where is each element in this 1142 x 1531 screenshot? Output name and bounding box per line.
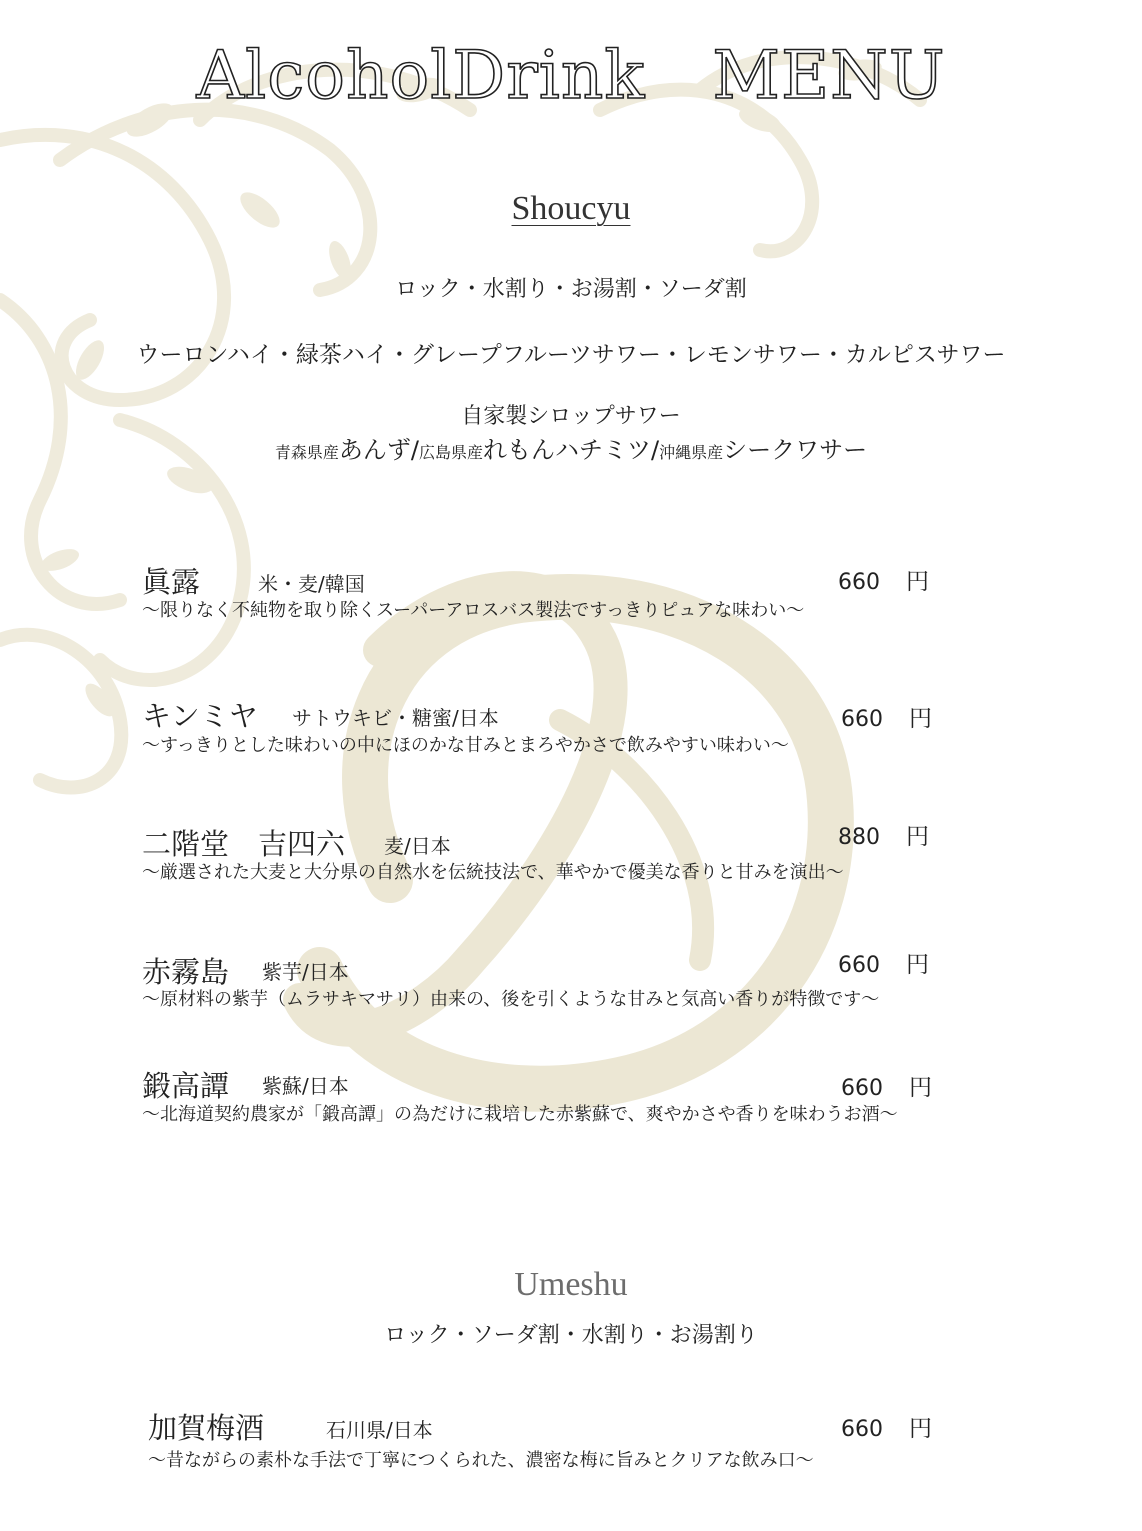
item-description: ～昔ながらの素朴な手法で丁寧につくられた、濃密な梅に旨みとクリアな飲み口～ bbox=[148, 1450, 814, 1471]
syrup-sour-title: 自家製シロップサワー bbox=[461, 404, 681, 429]
item-name: 赤霧島 bbox=[142, 955, 230, 989]
item-name: 加賀梅酒 bbox=[148, 1411, 265, 1445]
item-name: 二階堂 吉四六 bbox=[142, 827, 346, 861]
item-name: 眞露 bbox=[142, 565, 201, 599]
item-price: 660 円 bbox=[841, 1075, 932, 1101]
item-origin: 麦/日本 bbox=[384, 834, 451, 858]
shoucyu-mixers: ウーロンハイ・緑茶ハイ・グレープフルーツサワー・レモンサワー・カルピスサワー bbox=[136, 342, 1006, 368]
item-price: 660 円 bbox=[838, 569, 929, 595]
section-heading-shoucyu: Shoucyu bbox=[511, 190, 631, 227]
shoucyu-serving-styles: ロック・水割り・お湯割・ソーダ割 bbox=[395, 277, 747, 302]
item-price: 660 円 bbox=[841, 1416, 932, 1442]
item-price: 660 円 bbox=[841, 706, 932, 732]
item-description: ～北海道契約農家が「鍛高譚」の為だけに栽培した赤紫蘇で、爽やかさや香りを味わうお酒～ bbox=[142, 1104, 898, 1125]
item-description: ～原材料の紫芋（ムラサキマサリ）由来の、後を引くような甘みと気高い香りが特徴です～ bbox=[142, 989, 880, 1010]
umeshu-serving-styles: ロック・ソーダ割・水割り・お湯割り bbox=[384, 1323, 758, 1348]
item-description: ～すっきりとした味わいの中にほのかな甘みとまろやかさで飲みやすい味わい～ bbox=[142, 735, 789, 756]
item-description: ～限りなく不純物を取り除くスーパーアロスバス製法ですっきりピュアな味わい～ bbox=[142, 600, 805, 621]
item-price: 880 円 bbox=[838, 824, 929, 850]
syrup-sour-flavors: 青森県産あんず/広島県産れもんハチミツ/沖縄県産シークワサー bbox=[274, 436, 868, 464]
item-origin: 紫蘇/日本 bbox=[262, 1074, 349, 1098]
item-name: 鍛高譚 bbox=[142, 1069, 230, 1103]
menu-title: AlcoholDrink MENU bbox=[196, 37, 946, 114]
item-origin: 紫芋/日本 bbox=[262, 960, 349, 984]
item-origin: 石川県/日本 bbox=[326, 1418, 433, 1442]
item-price: 660 円 bbox=[838, 952, 929, 978]
item-origin: サトウキビ・糖蜜/日本 bbox=[292, 706, 499, 730]
item-description: ～厳選された大麦と大分県の自然水を伝統技法で、華やかで優美な香りと甘みを演出～ bbox=[142, 862, 844, 883]
item-name: キンミヤ bbox=[142, 699, 258, 733]
section-heading-umeshu: Umeshu bbox=[514, 1266, 628, 1303]
item-origin: 米・麦/韓国 bbox=[258, 572, 365, 596]
